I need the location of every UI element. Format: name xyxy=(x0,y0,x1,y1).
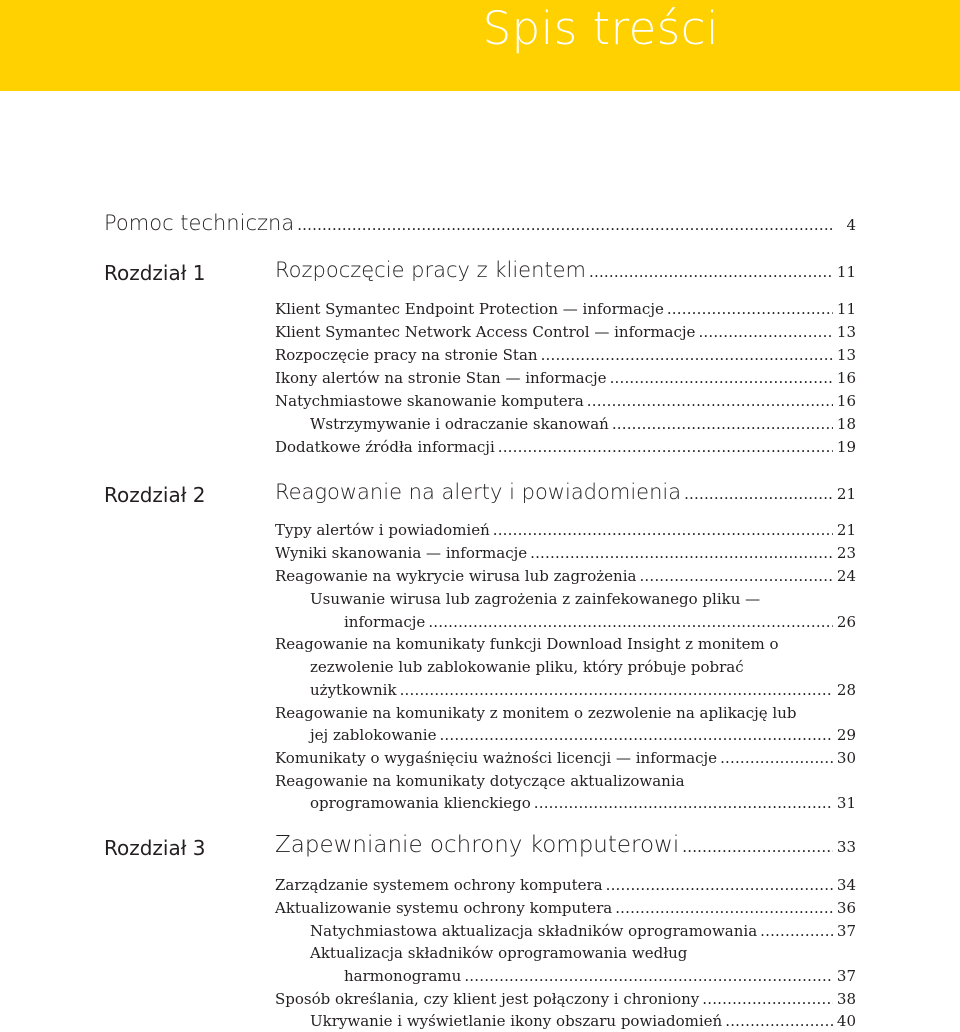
toc-chapter-title[interactable] xyxy=(275,480,856,505)
toc-entry[interactable] xyxy=(275,367,856,389)
toc-entry-title: Ukrywanie i wyświetlanie ikony obszaru powiadomień xyxy=(310,1012,723,1030)
leader-dots xyxy=(615,897,833,919)
page-number: 36 xyxy=(836,899,856,917)
leader-dots xyxy=(698,321,833,343)
toc-entry-line[interactable]: Reagowanie na komunikaty funkcji Download Insight z monitem o xyxy=(275,635,779,653)
toc-chapter-title[interactable] xyxy=(275,258,856,283)
toc-entry-line[interactable]: Aktualizacja składników oprogramowania według xyxy=(310,944,688,962)
page-number: 28 xyxy=(836,681,856,699)
toc-entry-title: oprogramowania klienckiego xyxy=(310,794,531,812)
toc-entry[interactable] xyxy=(275,519,856,541)
header-banner xyxy=(0,0,960,91)
leader-dots xyxy=(725,1010,833,1032)
toc-entry[interactable] xyxy=(344,965,856,987)
page-number: 4 xyxy=(846,216,856,234)
leader-dots xyxy=(464,965,833,987)
toc-entry[interactable] xyxy=(275,436,856,458)
toc-entry-line[interactable]: Usuwanie wirusa lub zagrożenia z zainfekowanego pliku — xyxy=(310,590,761,608)
page-number: 24 xyxy=(836,567,856,585)
toc-entry[interactable] xyxy=(310,1010,856,1032)
page-number: 21 xyxy=(836,485,856,503)
page-number: 34 xyxy=(836,876,856,894)
leader-dots xyxy=(530,542,833,564)
toc-entry-title: Wstrzymywanie i odraczanie skanowań xyxy=(310,415,609,433)
toc-entry[interactable] xyxy=(310,413,856,435)
leader-dots xyxy=(439,724,833,746)
page-number: 23 xyxy=(836,544,856,562)
toc-entry[interactable] xyxy=(275,542,856,564)
toc-entry[interactable] xyxy=(310,724,856,746)
toc-entry[interactable] xyxy=(275,897,856,919)
leader-dots xyxy=(534,792,833,814)
leader-dots xyxy=(610,367,833,389)
chapter-label: Rozdział 1 xyxy=(104,261,206,285)
page-number: 29 xyxy=(836,726,856,744)
page-number: 16 xyxy=(836,369,856,387)
toc-entry-title: Zarządzanie systemem ochrony komputera xyxy=(275,876,603,894)
toc-entry[interactable] xyxy=(310,792,856,814)
toc-entry-title: Natychmiastowa aktualizacja składników oprogramowania xyxy=(310,922,758,940)
toc-entry-title: Ikony alertów na stronie Stan — informacje xyxy=(275,369,607,387)
page-number: 13 xyxy=(836,323,856,341)
toc-entry[interactable] xyxy=(275,747,856,769)
page-number: 21 xyxy=(836,521,856,539)
leader-dots xyxy=(667,298,833,320)
leader-dots xyxy=(297,214,833,236)
toc-entry-line[interactable]: zezwolenie lub zablokowanie pliku, który próbuje pobrać xyxy=(310,658,744,676)
leader-dots xyxy=(760,920,833,942)
page-number: 26 xyxy=(836,613,856,631)
page-number: 33 xyxy=(836,838,856,856)
toc-entry-title: Wyniki skanowania — informacje xyxy=(275,544,528,562)
toc-entry-title: informacje xyxy=(344,613,426,631)
leader-dots xyxy=(589,261,833,283)
page-number: 19 xyxy=(836,438,856,456)
leader-dots xyxy=(612,413,833,435)
page-number: 40 xyxy=(836,1012,856,1030)
leader-dots xyxy=(428,611,833,633)
toc-entry[interactable] xyxy=(275,390,856,412)
toc-entry[interactable] xyxy=(275,874,856,896)
leader-dots xyxy=(498,436,833,458)
toc-entry-line[interactable]: Reagowanie na komunikaty dotyczące aktualizowania xyxy=(275,772,685,790)
page-number: 38 xyxy=(836,990,856,1008)
toc-entry-title: Reagowanie na wykrycie wirusa lub zagrożenia xyxy=(275,567,637,585)
toc-entry[interactable] xyxy=(275,321,856,343)
toc-entry-title: Natychmiastowe skanowanie komputera xyxy=(275,392,584,410)
leader-dots xyxy=(639,565,833,587)
toc-entry-title: jej zablokowanie xyxy=(310,726,437,744)
page-number: 31 xyxy=(836,794,856,812)
toc-entry[interactable] xyxy=(344,611,856,633)
toc-entry[interactable] xyxy=(275,344,856,366)
leader-dots xyxy=(682,836,833,858)
chapter-label: Rozdział 3 xyxy=(104,836,206,860)
page-title: Spis treści xyxy=(482,2,719,55)
toc-entry-title: Sposób określania, czy klient jest połączony i chroniony xyxy=(275,990,700,1008)
page-number: 11 xyxy=(836,263,856,281)
leader-dots xyxy=(720,747,833,769)
page-number: 30 xyxy=(836,749,856,767)
page-number: 37 xyxy=(836,967,856,985)
toc-entry-title: Rozpoczęcie pracy z klientem xyxy=(275,258,587,282)
leader-dots xyxy=(541,344,833,366)
leader-dots xyxy=(400,679,833,701)
toc-entry-title: Komunikaty o wygaśnięciu ważności licencji — informacje xyxy=(275,749,718,767)
toc-entry-pomoc-techniczna[interactable] xyxy=(104,211,856,236)
toc-entry-title: Klient Symantec Network Access Control — informacje xyxy=(275,323,696,341)
toc-entry-title: Dodatkowe źródła informacji xyxy=(275,438,495,456)
page-number: 16 xyxy=(836,392,856,410)
toc-entry-title: harmonogramu xyxy=(344,967,462,985)
leader-dots xyxy=(684,483,833,505)
toc-entry[interactable] xyxy=(275,298,856,320)
leader-dots xyxy=(587,390,833,412)
toc-entry[interactable] xyxy=(310,920,856,942)
toc-entry[interactable] xyxy=(275,988,856,1010)
toc-entry-title: Rozpoczęcie pracy na stronie Stan xyxy=(275,346,538,364)
toc-entry-title: Pomoc techniczna xyxy=(104,211,295,235)
chapter-label: Rozdział 2 xyxy=(104,483,206,507)
page-number: 18 xyxy=(836,415,856,433)
toc-entry[interactable] xyxy=(275,565,856,587)
toc-entry-title: Klient Symantec Endpoint Protection — informacje xyxy=(275,300,664,318)
toc-chapter-title[interactable] xyxy=(275,832,856,858)
toc-entry-title: Typy alertów i powiadomień xyxy=(275,521,490,539)
toc-entry-line[interactable]: Reagowanie na komunikaty z monitem o zezwolenie na aplikację lub xyxy=(275,704,797,722)
leader-dots xyxy=(493,519,833,541)
page-number: 37 xyxy=(836,922,856,940)
leader-dots xyxy=(606,874,833,896)
toc-entry-title: użytkownik xyxy=(310,681,397,699)
toc-entry[interactable] xyxy=(310,679,856,701)
toc-entry-title: Zapewnianie ochrony komputerowi xyxy=(275,832,680,858)
toc-entry-title: Aktualizowanie systemu ochrony komputera xyxy=(275,899,613,917)
leader-dots xyxy=(702,988,833,1010)
page-number: 13 xyxy=(836,346,856,364)
toc-entry-title: Reagowanie na alerty i powiadomienia xyxy=(275,480,682,504)
page-number: 11 xyxy=(836,300,856,318)
